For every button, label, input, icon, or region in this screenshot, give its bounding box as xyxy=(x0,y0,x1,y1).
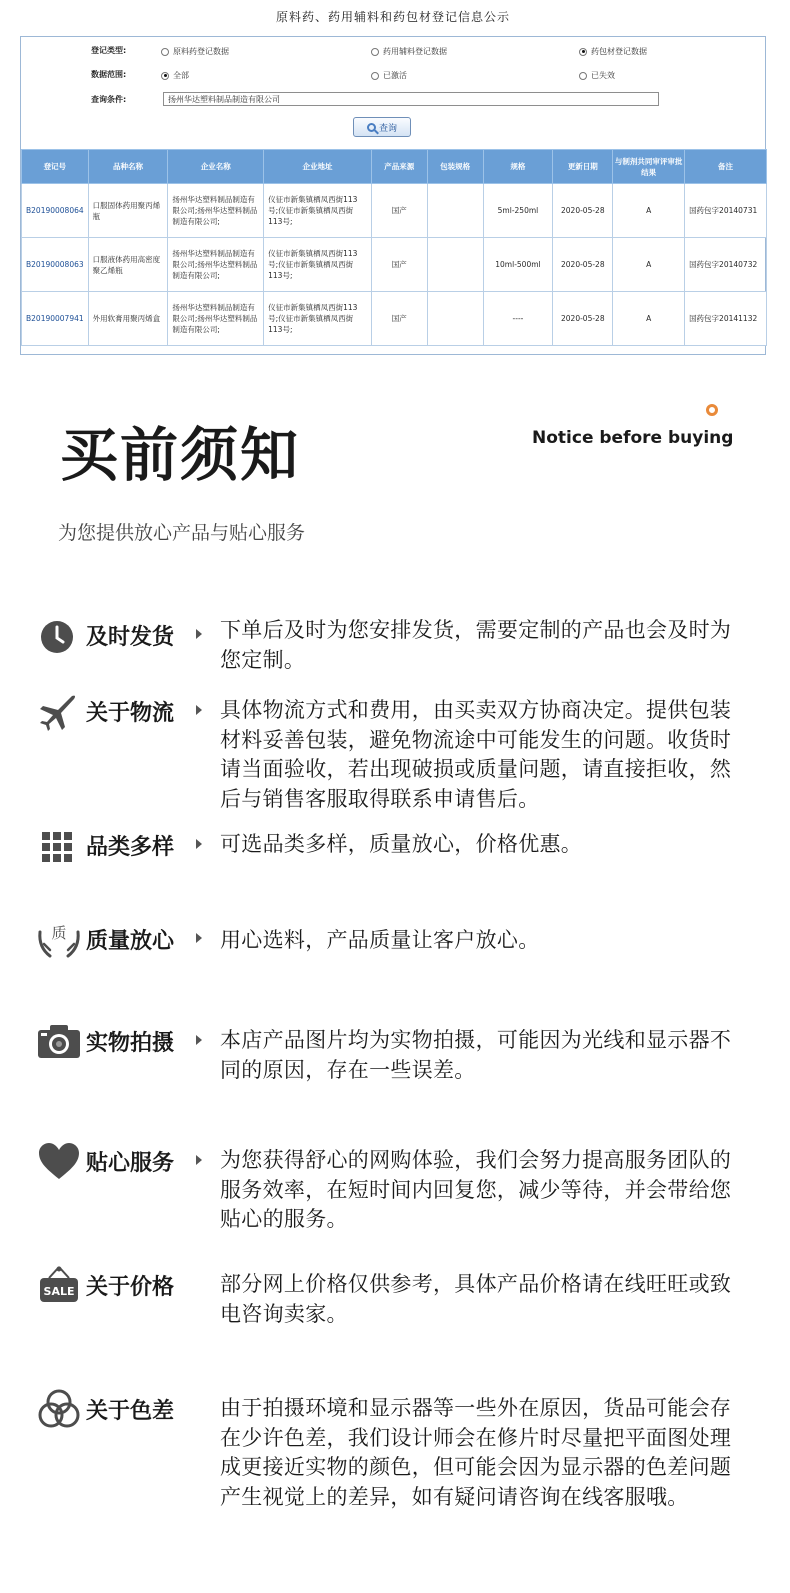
cell-source: 国产 xyxy=(371,292,427,346)
type-row xyxy=(91,45,161,56)
accent-dot-icon xyxy=(706,404,718,416)
cell-reg-no[interactable]: B20190008064 xyxy=(22,184,89,238)
column-header[interactable]: 企业名称 xyxy=(168,150,264,184)
notice-title-en: Notice before buying xyxy=(532,428,734,448)
cell-package-spec xyxy=(427,292,483,346)
cell-company: 扬州华达塑料制品制造有限公司;扬州华达塑料制品制造有限公司; xyxy=(168,238,264,292)
registry-screenshot xyxy=(0,0,790,355)
cell-remark: 国药包字20141132 xyxy=(685,292,767,346)
airplane-icon xyxy=(36,692,78,734)
notice-item-label: 及时发货 xyxy=(86,625,175,650)
grid-icon xyxy=(36,826,78,868)
column-header[interactable]: 备注 xyxy=(685,150,767,184)
notice-item-text: 为您获得舒心的网购体验，我们会努力提高服务团队的服务效率，在短时间内回复您，减少等待，并会带给您贴心的服务。 xyxy=(220,1148,732,1231)
column-header[interactable]: 包装规格 xyxy=(427,150,483,184)
sale-tag-icon xyxy=(36,1264,82,1306)
search-icon xyxy=(367,123,376,132)
cell-spec: 5ml-250ml xyxy=(483,184,553,238)
radio-icon xyxy=(579,72,587,80)
notice-item-label: 关于价格 xyxy=(86,1275,175,1300)
cell-product-name: 口服固体药用聚丙烯瓶 xyxy=(88,184,168,238)
column-header[interactable]: 产品来源 xyxy=(371,150,427,184)
range-option-active[interactable] xyxy=(371,70,407,81)
column-header[interactable]: 登记号 xyxy=(22,150,89,184)
cell-remark: 国药包字20140731 xyxy=(685,184,767,238)
type-label: 登记类型: xyxy=(91,46,127,55)
cell-address: 仪征市新集镇栖凤西街113号;仪征市新集镇栖凤西街113号; xyxy=(264,292,372,346)
query-input[interactable]: 扬州华达塑料制品制造有限公司 xyxy=(163,92,659,106)
notice-item-text: 用心选料，产品质量让客户放心。 xyxy=(220,928,540,952)
column-header[interactable]: 更新日期 xyxy=(553,150,613,184)
sale-char: SALE xyxy=(43,1285,75,1298)
cell-source: 国产 xyxy=(371,238,427,292)
cell-company: 扬州华达塑料制品制造有限公司;扬州华达塑料制品制造有限公司; xyxy=(168,184,264,238)
camera-icon xyxy=(36,1020,82,1062)
query-button[interactable] xyxy=(353,117,411,137)
type-option-excipient[interactable] xyxy=(371,46,447,57)
cell-source: 国产 xyxy=(371,184,427,238)
cell-company: 扬州华达塑料制品制造有限公司;扬州华达塑料制品制造有限公司; xyxy=(168,292,264,346)
radio-selected-icon xyxy=(161,72,169,80)
range-option-label: 已激活 xyxy=(383,71,407,80)
notice-item-label: 关于物流 xyxy=(86,701,175,726)
cell-reg-no[interactable]: B20190008063 xyxy=(22,238,89,292)
chevron-right-icon xyxy=(196,933,202,943)
notice-item-text: 下单后及时为您安排发货，需要定制的产品也会及时为您定制。 xyxy=(220,618,732,672)
column-header[interactable]: 规格 xyxy=(483,150,553,184)
quality-char: 质 xyxy=(51,924,67,942)
registry-panel xyxy=(20,0,766,355)
range-option-expired[interactable] xyxy=(579,70,615,81)
notice-item-label: 实物拍摄 xyxy=(86,1031,175,1056)
type-option-label: 药包材登记数据 xyxy=(591,47,647,56)
table-row[interactable] xyxy=(22,184,767,238)
radio-selected-icon xyxy=(579,48,587,56)
notice-item-label: 贴心服务 xyxy=(86,1151,175,1176)
cell-remark: 国药包字20140732 xyxy=(685,238,767,292)
registry-frame xyxy=(20,36,766,355)
cell-package-spec xyxy=(427,238,483,292)
range-label: 数据范围: xyxy=(91,70,127,79)
notice-item-label: 质量放心 xyxy=(86,929,175,954)
radio-icon xyxy=(161,48,169,56)
cell-product-name: 口服液体药用高密度聚乙烯瓶 xyxy=(88,238,168,292)
radio-icon xyxy=(371,48,379,56)
results-table xyxy=(21,149,767,346)
cell-update-date: 2020-05-28 xyxy=(553,184,613,238)
query-label: 查询条件: xyxy=(91,95,127,104)
notice-item-text: 具体物流方式和费用，由买卖双方协商决定。提供包装材料妥善包装，避免物流途中可能发生的问题。收货时请当面验收，若出现破损或质量问题，请直接拒收，然后与销售客服取得联系申请售后。 xyxy=(220,698,732,811)
cell-update-date: 2020-05-28 xyxy=(553,292,613,346)
chevron-right-icon xyxy=(196,1035,202,1045)
cell-reg-no[interactable]: B20190007941 xyxy=(22,292,89,346)
notice-item-label: 关于色差 xyxy=(86,1399,175,1424)
column-header[interactable]: 与制剂共同审评审批结果 xyxy=(613,150,685,184)
notice-subtitle: 为您提供放心产品与贴心服务 xyxy=(58,522,306,544)
chevron-right-icon xyxy=(196,705,202,715)
chevron-right-icon xyxy=(196,629,202,639)
notice-item-text: 由于拍摄环境和显示器等一些外在原因，货品可能会存在少许色差，我们设计师会在修片时尽量把平面图处理成更接近实物的颜色，但可能会因为显示器的色差问题产生视觉上的差异，如有疑问请咨询在线客服哦。 xyxy=(220,1396,732,1509)
range-row xyxy=(91,69,161,80)
chevron-right-icon xyxy=(196,839,202,849)
column-header[interactable]: 品种名称 xyxy=(88,150,168,184)
chevron-right-icon xyxy=(196,1155,202,1165)
type-option-label: 原料药登记数据 xyxy=(173,47,229,56)
notice-item-text: 可选品类多样，质量放心，价格优惠。 xyxy=(220,832,583,856)
table-header-row xyxy=(22,150,767,184)
quality-hands-icon xyxy=(36,918,82,960)
cell-review-result: A xyxy=(613,238,685,292)
cell-update-date: 2020-05-28 xyxy=(553,238,613,292)
range-option-label: 全部 xyxy=(173,71,189,80)
cell-address: 仪征市新集镇栖凤西街113号;仪征市新集镇栖凤西街113号; xyxy=(264,184,372,238)
cell-spec: 10ml-500ml xyxy=(483,238,553,292)
notice-title: 买前须知 xyxy=(60,421,301,489)
range-option-label: 已失效 xyxy=(591,71,615,80)
type-option-label: 药用辅料登记数据 xyxy=(383,47,447,56)
table-row[interactable] xyxy=(22,292,767,346)
type-option-api[interactable] xyxy=(161,46,229,57)
radio-icon xyxy=(371,72,379,80)
range-option-all[interactable] xyxy=(161,70,189,81)
table-row[interactable] xyxy=(22,238,767,292)
color-rings-icon xyxy=(36,1388,82,1430)
clock-icon xyxy=(36,616,78,658)
heart-icon xyxy=(36,1140,82,1182)
cell-review-result: A xyxy=(613,292,685,346)
cell-package-spec xyxy=(427,184,483,238)
type-option-packaging[interactable] xyxy=(579,46,647,57)
column-header[interactable]: 企业地址 xyxy=(264,150,372,184)
cell-spec: ---- xyxy=(483,292,553,346)
notice-item-text: 本店产品图片均为实物拍摄，可能因为光线和显示器不同的原因，存在一些误差。 xyxy=(220,1028,732,1082)
query-button-label: 查询 xyxy=(378,123,397,134)
cell-address: 仪征市新集镇栖凤西街113号;仪征市新集镇栖凤西街113号; xyxy=(264,238,372,292)
registry-title: 原料药、药用辅料和药包材登记信息公示 xyxy=(275,10,510,24)
cell-product-name: 外用软膏用聚丙烯盒 xyxy=(88,292,168,346)
query-row xyxy=(91,94,161,105)
notice-item-text: 部分网上价格仅供参考，具体产品价格请在线旺旺或致电咨询卖家。 xyxy=(220,1272,732,1326)
notice-item-label: 品类多样 xyxy=(86,835,175,860)
cell-review-result: A xyxy=(613,184,685,238)
